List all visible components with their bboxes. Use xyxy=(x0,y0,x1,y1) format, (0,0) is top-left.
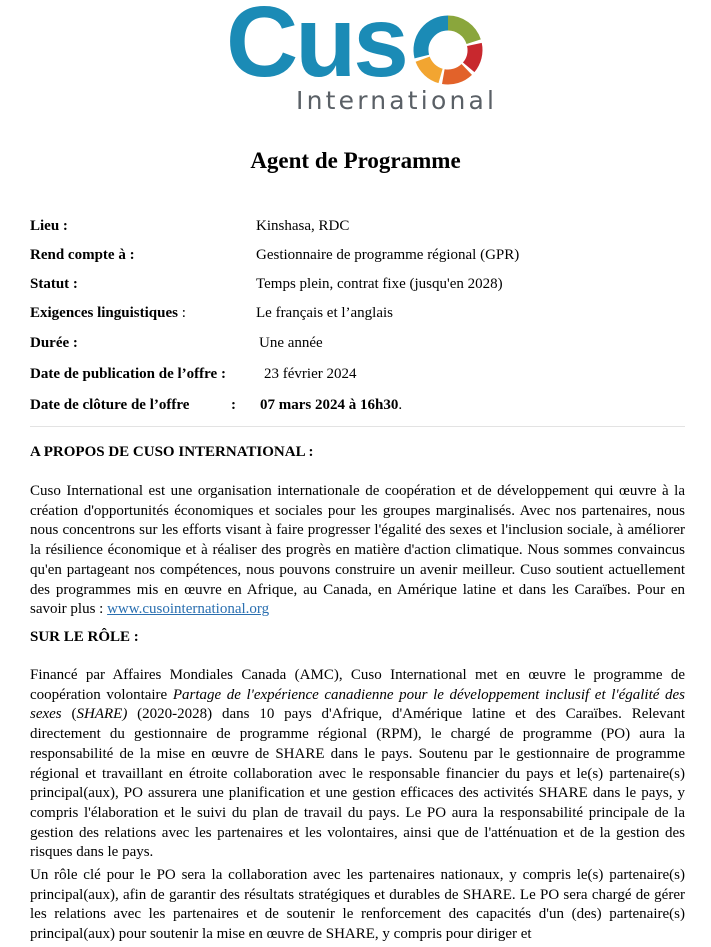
info-label: Date de clôture de l’offre xyxy=(30,397,190,413)
role-heading: SUR LE RÔLE : xyxy=(30,629,139,645)
closing-date-period: . xyxy=(398,397,403,413)
role-text: (2020-2028) dans 10 pays d'Afrique, d'Amérique latine et des Caraïbes. Relevant directement du gestionnaire de programme régional (RPM), le chargé de programme (PO) aura la responsabilité de la mise en œuvre de SHARE dans le pays. Soutenu par le gestionnaire de programme régional et travaillant en étroite collaboration avec le responsable financier du pays et le(s) partenaire(s) principal(aux), PO assurera une planification et une gestion efficaces des activités SHARE dans le pays, y compris l'élaboration et le suivi du plan de travail du pays. Le PO aura la responsabilité principale de la gestion des relations avec les partenaires et les volontaires, ainsi que de l'atténuation et de la gestion des risques dans le pays. xyxy=(30,706,686,861)
program-name: Partage de l'expérience canadienne pour le développement inclusif et l'égalité des sexes xyxy=(30,686,685,723)
logo-ring-segment xyxy=(443,69,466,77)
logo-ring-segment xyxy=(423,59,441,76)
info-label: Date de publication de l’offre : xyxy=(30,366,226,382)
info-label: Durée : xyxy=(30,335,78,351)
role-text: ( xyxy=(61,706,77,723)
info-value: Temps plein, contrat fixe (jusqu'en 2028) xyxy=(256,276,503,292)
info-label-colon: : xyxy=(177,305,186,321)
info-value: Gestionnaire de programme régional (GPR) xyxy=(256,247,520,263)
program-acronym: SHARE) xyxy=(76,706,128,723)
info-label: Statut : xyxy=(30,276,78,292)
info-label xyxy=(30,304,186,322)
logo-ring-icon xyxy=(406,14,490,86)
website-link[interactable]: www.cusointernational.org xyxy=(107,601,270,618)
info-value: 23 février 2024 xyxy=(264,366,357,382)
about-text: Cuso International est une organisation internationale de coopération et de développement qui œuvre à la création d'opportunités économiques et sociales pour les groupes marginalisés. Avec nos partenaires, nous nous concentrons sur les efforts visant à faire progresser l'égalité des sexes et l'inclusion sociale, à améliorer la résilience économique et à réaliser des progrès en matière d'action climatique. Nous sommes convaincus qu'en partageant nos compétences, nous pouvons construire un avenir meilleur. Cuso soutient actuellement des programmes mis en œuvre en Afrique, au Canada, en Amérique latine et dans les Caraïbes. Pour en savoir plus : xyxy=(30,483,685,618)
about-heading: A PROPOS DE CUSO INTERNATIONAL : xyxy=(30,444,314,460)
cuso-logo xyxy=(0,0,711,125)
logo-wordmark: Cus xyxy=(226,0,406,98)
divider xyxy=(30,426,685,427)
info-value: Kinshasa, RDC xyxy=(256,218,350,234)
role-paragraph-2: Un rôle clé pour le PO sera la collaboration avec les partenaires nationaux, y compris le(s) partenaire(s) principal(aux), afin de garantir des résultats stratégiques et durables de SHARE. Le PO sera chargé de gérer les relations avec les partenaires et de soutenir le renforcement des capacités d'un (des) partenaire(s) principal(aux) pour soutenir la mise en œuvre de SHARE, y compris pour diriger et xyxy=(30,867,685,943)
page-title: Agent de Programme xyxy=(250,148,461,173)
logo-ring-segment xyxy=(421,23,448,57)
role-text: Financé par Affaires Mondiales Canada (AMC), Cuso International met en œuvre le programme de coopération volontaire xyxy=(30,667,685,703)
info-label-colon: : xyxy=(231,397,236,413)
logo-subtitle: International xyxy=(296,86,498,115)
info-value: Une année xyxy=(259,335,323,351)
logo-ring-segment xyxy=(469,44,475,67)
info-label-text: Exigences linguistiques xyxy=(30,305,178,321)
info-value: Le français et l’anglais xyxy=(256,305,394,321)
closing-date-value: 07 mars 2024 à 16h30 xyxy=(260,397,399,413)
info-label: Lieu : xyxy=(30,218,68,234)
info-value xyxy=(260,396,402,414)
logo-ring-segment xyxy=(448,23,474,42)
role-paragraph-1 xyxy=(30,666,685,863)
info-label: Rend compte à : xyxy=(30,247,135,263)
about-paragraph xyxy=(30,482,685,620)
